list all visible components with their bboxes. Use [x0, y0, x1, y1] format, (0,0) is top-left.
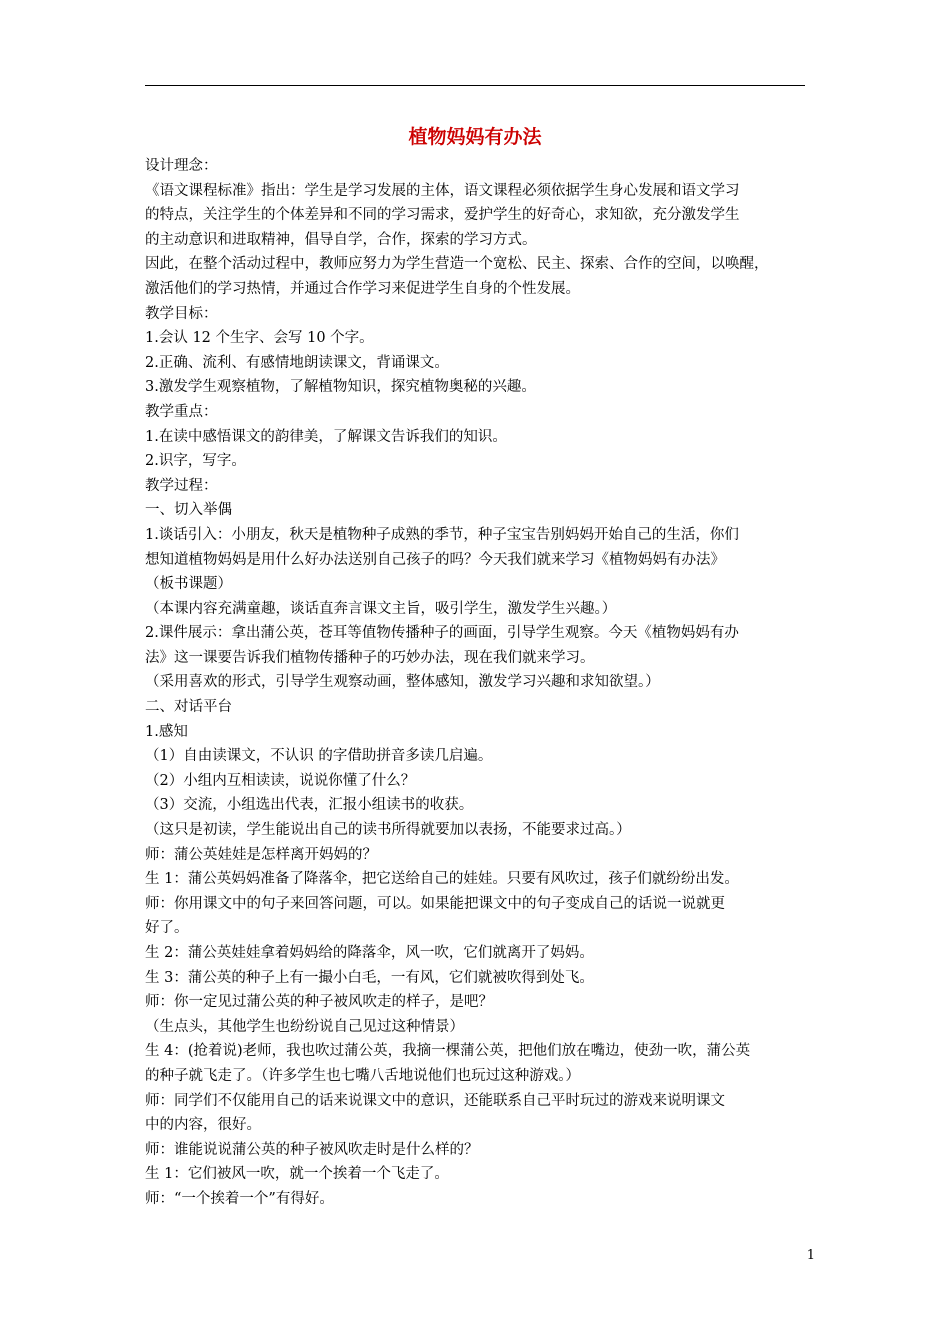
text-line: 1.会认 12 个生字、会写 10 个字。: [145, 330, 374, 347]
text-line: （板书课题）: [145, 576, 232, 593]
text-line: 3.激发学生观察植物，了解植物知识，探究植物奥秘的兴趣。: [145, 379, 536, 396]
text-line: 好了。: [145, 920, 189, 937]
text-line: 设计理念：: [145, 158, 218, 174]
text-line: 师：谁能说说蒲公英的种子被风吹走时是什么样的？: [145, 1141, 479, 1158]
text-line: 一、切入举偶: [145, 502, 232, 519]
text-line: 2.正确、流利、有感情地朗读课文，背诵课文。: [145, 354, 449, 371]
text-line: 想知道植物妈妈是用什么好办法送别自己孩子的吗？今天我们就来学习《植物妈妈有办法》: [145, 551, 725, 568]
text-line: 1.谈话引入：小朋友，秋天是植物种子成熟的季节，种子宝宝告别妈妈开始自己的生活，你们: [145, 526, 739, 543]
text-line: （1）自由读课文，不认识 的字借助拼音多读几启遍。: [145, 748, 493, 765]
text-line: 生 3：蒲公英的种子上有一撮小白毛，一有风，它们就被吹得到处飞。: [145, 969, 594, 986]
text-line: 师：同学们不仅能用自己的话来说课文中的意识，还能联系自己平时玩过的游戏来说明课文: [145, 1092, 725, 1109]
text-line: 《语文课程标准》指出：学生是学习发展的主体，语文课程必须依据学生身心发展和语文学习: [145, 182, 740, 199]
text-line: 教学目标：: [145, 305, 218, 322]
text-line: 教学重点：: [145, 403, 218, 420]
text-line: 师：“一个挨着一个”有得好。: [145, 1190, 334, 1207]
text-line: （采用喜欢的形式，引导学生观察动画，整体感知，激发学习兴趣和求知欲望。）: [145, 674, 660, 691]
text-line: 2.识字，写字。: [145, 453, 246, 470]
text-line: （3）交流，小组选出代表，汇报小组读书的收获。: [145, 797, 474, 814]
text-line: 师：蒲公英娃娃是怎样离开妈妈的？: [145, 846, 377, 863]
text-line: 的种子就飞走了。（许多学生也七嘴八舌地说他们也玩过这种游戏。）: [145, 1067, 580, 1084]
text-line: 1.感知: [145, 723, 188, 740]
text-line: 生 1：蒲公英妈妈准备了降落伞，把它送给自己的娃娃。只要有风吹过，孩子们就纷纷出发。: [145, 871, 739, 888]
text-line: 师：你一定见过蒲公英的种子被风吹走的样子，是吧？: [145, 994, 493, 1011]
text-line: （2）小组内互相读读，说说你懂了什么？: [145, 772, 416, 789]
text-line: 激活他们的学习热情，并通过合作学习来促进学生自身的个性发展。: [145, 280, 580, 297]
text-line: 1.在读中感悟课文的韵律美，了解课文告诉我们的知识。: [145, 428, 507, 445]
text-line: 教学过程：: [145, 477, 218, 494]
text-line: 的主动意识和进取精神，倡导自学，合作，探索的学习方式。: [145, 231, 537, 248]
text-line: 生 1：它们被风一吹，就一个挨着一个飞走了。: [145, 1166, 449, 1183]
text-line: 二、对话平台: [145, 699, 232, 716]
text-line: 师：你用课文中的句子来回答问题，可以。如果能把课文中的句子变成自己的话说一说就更: [145, 895, 725, 912]
page-number: 1: [806, 1248, 815, 1263]
document-title: 植物妈妈有办法: [408, 126, 542, 148]
text-line: 中的内容，很好。: [145, 1117, 261, 1134]
text-line: 的特点，关注学生的个体差异和不同的学习需求，爱护学生的好奇心，求知欲，充分激发学生: [145, 207, 740, 224]
text-line: 生 2：蒲公英娃娃拿着妈妈给的降落伞，风一吹，它们就离开了妈妈。: [145, 945, 594, 961]
text-line: 法》这一课要告诉我们植物传播种子的巧妙办法，现在我们就来学习。: [145, 649, 595, 666]
text-line: （这只是初读，学生能说出自己的读书所得就要加以表扬，不能要求过高。）: [145, 822, 631, 839]
text-line: 2.课件展示：拿出蒲公英，苍耳等值物传播种子的画面，引导学生观察。今天《植物妈妈有办: [145, 625, 739, 642]
document-body: [145, 154, 817, 1212]
header-rule: [145, 85, 805, 86]
text-line: 生 4：(抢着说)老师，我也吹过蒲公英，我摘一棵蒲公英，把他们放在嘴边，使劲一吹，蒲公英: [145, 1043, 751, 1060]
text-line: 因此，在整个活动过程中，教师应努力为学生营造一个宽松、民主、探索、合作的空间，以唤醒，: [145, 256, 769, 273]
text-line: （生点头，其他学生也纷纷说自己见过这种情景）: [145, 1018, 464, 1035]
text-line: （本课内容充满童趣，谈话直奔言课文主旨，吸引学生，激发学生兴趣。）: [145, 600, 617, 617]
